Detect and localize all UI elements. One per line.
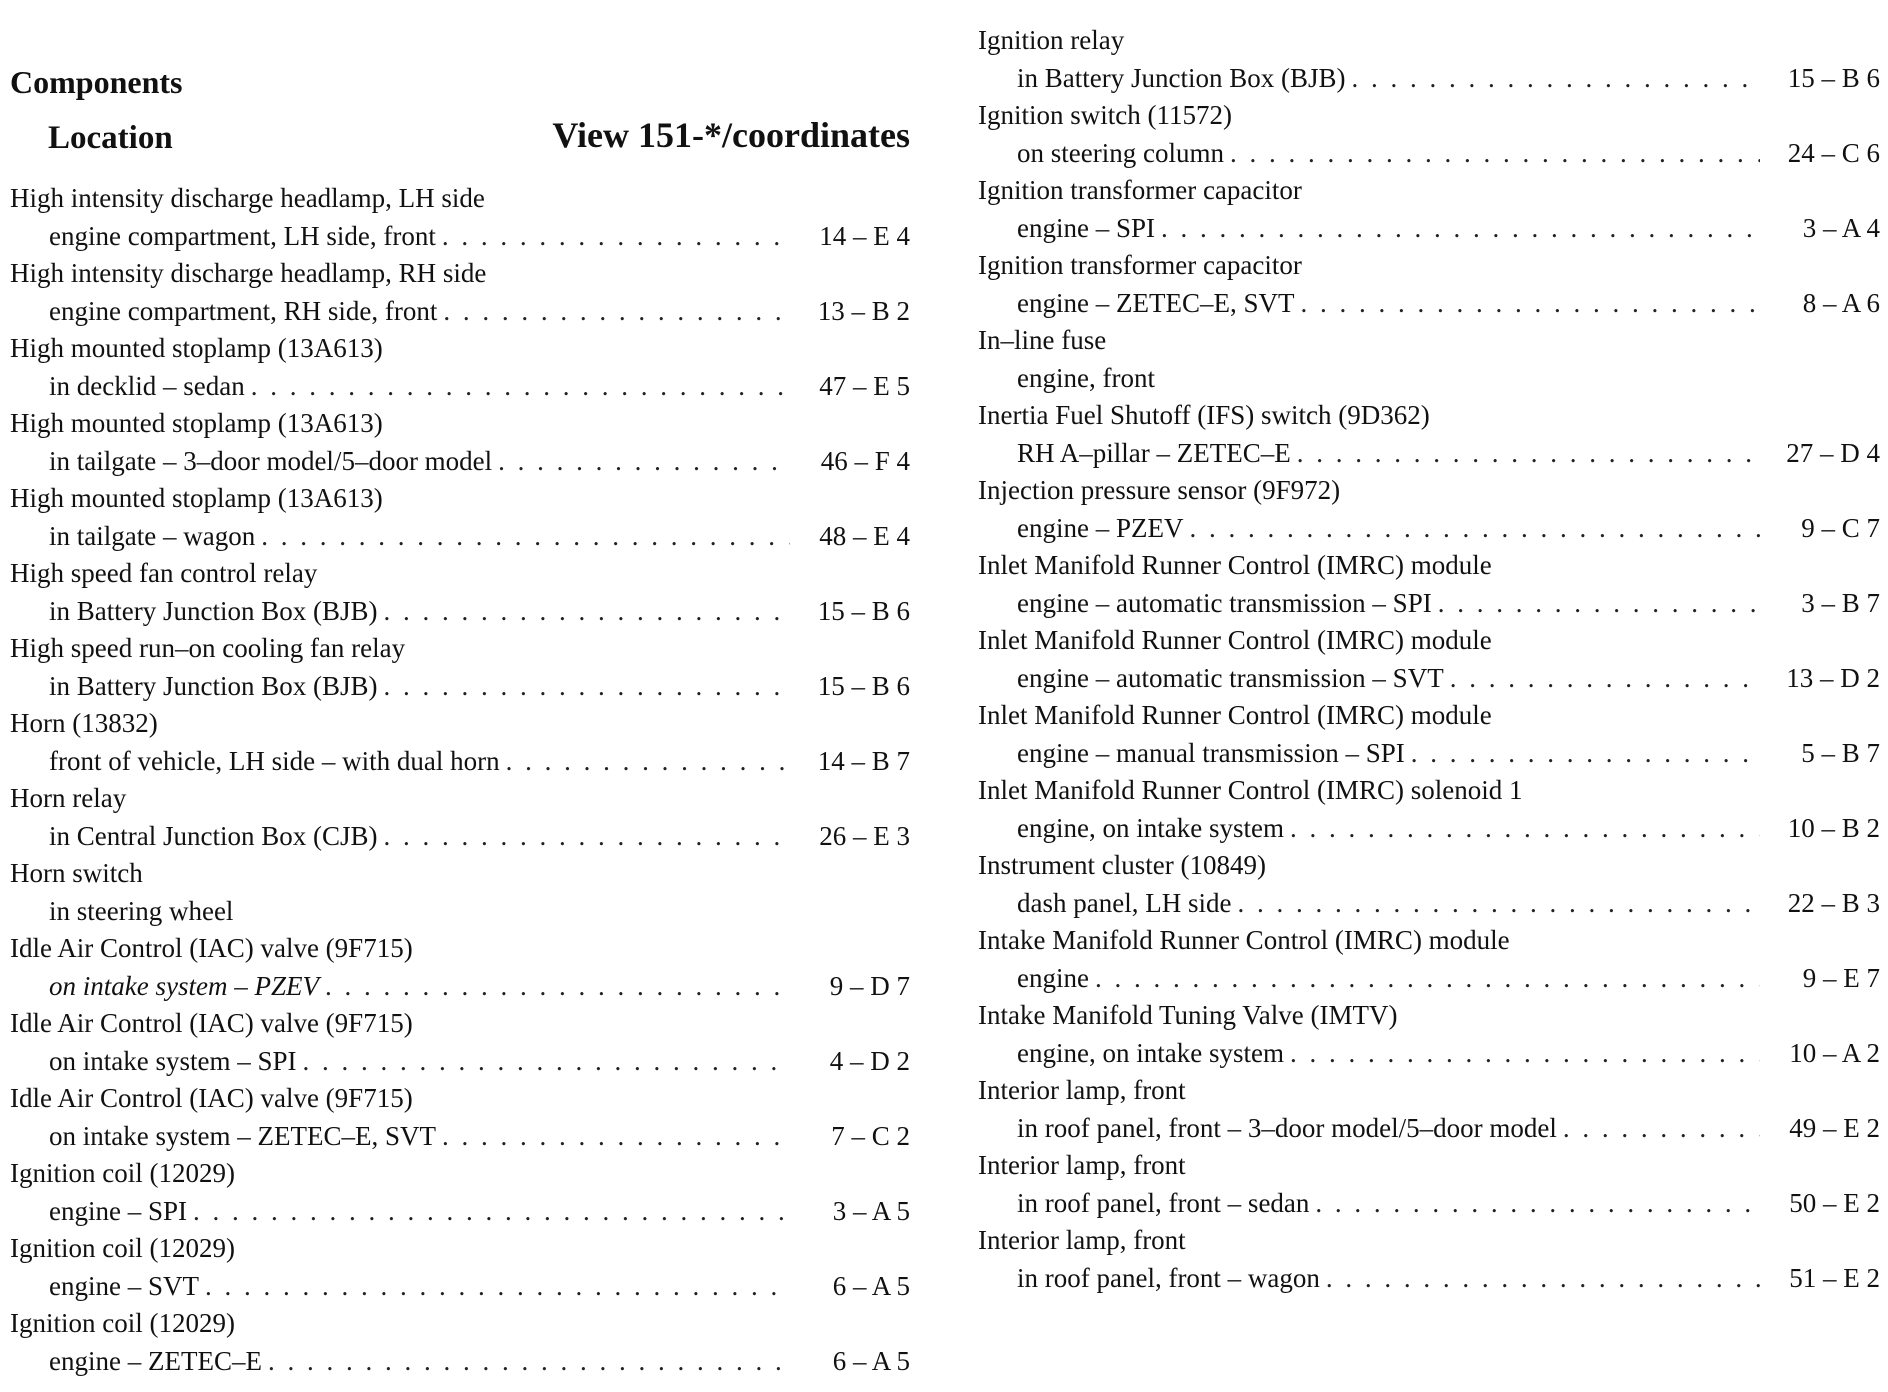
component-name: Interior lamp, front: [978, 1150, 1186, 1180]
component-location-row: [978, 1035, 1880, 1073]
component-location: engine – ZETEC–E, SVT: [1017, 287, 1295, 318]
right-component-list: [978, 22, 1880, 1297]
component-location-row: [978, 435, 1880, 473]
component-location-row: [978, 210, 1880, 248]
component-name: Ignition coil (12029): [10, 1233, 235, 1263]
section-title: Components: [10, 64, 183, 100]
view-coordinate: 49 – E 2: [1789, 1112, 1880, 1143]
component-location-row: [10, 1043, 910, 1081]
component-location-row: [10, 1118, 910, 1156]
view-coordinate: 10 – B 2: [1787, 812, 1880, 843]
view-coordinate: 51 – E 2: [1789, 1262, 1880, 1293]
component-location: engine – SVT: [49, 1270, 199, 1301]
component-location-row: [10, 968, 910, 1006]
component-location: engine – manual transmission – SPI: [1017, 737, 1405, 768]
component-name: High mounted stoplamp (13A613): [10, 333, 383, 363]
dot-leader: [443, 293, 790, 331]
component-location: engine compartment, RH side, front: [49, 295, 438, 326]
view-coordinate: 4 – D 2: [829, 1045, 910, 1076]
component-entry: [10, 930, 910, 1005]
component-name: High mounted stoplamp (13A613): [10, 408, 383, 438]
component-location-row: [978, 1110, 1880, 1148]
view-coordinate: 15 – B 6: [1787, 62, 1880, 93]
view-coordinate: 3 – A 4: [1802, 212, 1880, 243]
dot-leader: [498, 443, 790, 481]
component-location: RH A–pillar – ZETEC–E: [1017, 437, 1291, 468]
view-coordinate: 50 – E 2: [1789, 1187, 1880, 1218]
component-entry: [978, 172, 1880, 247]
component-entry: [10, 1305, 910, 1380]
dot-leader: [1237, 885, 1760, 923]
component-entry: [978, 247, 1880, 322]
dot-leader: [1411, 735, 1760, 773]
component-location-row: [978, 1185, 1880, 1223]
component-location-row: [10, 593, 910, 631]
dot-leader: [506, 743, 790, 781]
component-location-row: [10, 893, 910, 931]
component-entry: [978, 697, 1880, 772]
component-entry: [10, 855, 910, 930]
component-entry: [978, 1072, 1880, 1147]
component-location-row: [978, 60, 1880, 98]
component-location-row: [978, 810, 1880, 848]
dot-leader: [1438, 585, 1760, 623]
dot-leader: [383, 818, 790, 856]
dot-leader: [442, 1118, 790, 1156]
component-location: on steering column: [1017, 137, 1224, 168]
view-coordinate: 9 – C 7: [1801, 512, 1880, 543]
component-name: Inertia Fuel Shutoff (IFS) switch (9D362): [978, 400, 1430, 430]
component-location: engine, on intake system: [1017, 1037, 1284, 1068]
component-entry: [978, 322, 1880, 397]
dot-leader: [383, 668, 790, 706]
component-name: High speed fan control relay: [10, 558, 318, 588]
view-coordinate: 10 – A 2: [1789, 1037, 1880, 1068]
view-coordinate: 9 – E 7: [1802, 962, 1880, 993]
component-location-row: [978, 360, 1880, 398]
component-entry: [10, 330, 910, 405]
view-coordinate: 27 – D 4: [1786, 437, 1880, 468]
component-entry: [10, 180, 910, 255]
component-entry: [978, 472, 1880, 547]
component-name: Idle Air Control (IAC) valve (9F715): [10, 1083, 413, 1113]
component-entry: [978, 97, 1880, 172]
dot-leader: [1563, 1110, 1760, 1148]
view-coordinate: 24 – C 6: [1787, 137, 1880, 168]
component-location-row: [978, 885, 1880, 923]
view-coordinate: 14 – E 4: [819, 220, 910, 251]
component-location: in Central Junction Box (CJB): [49, 820, 378, 851]
component-location: in decklid – sedan: [49, 370, 245, 401]
component-name: High intensity discharge headlamp, LH side: [10, 183, 485, 213]
component-location: in tailgate – wagon: [49, 520, 256, 551]
view-coordinate: 8 – A 6: [1802, 287, 1880, 318]
component-name: Ignition switch (11572): [978, 100, 1232, 130]
component-name: Inlet Manifold Runner Control (IMRC) module: [978, 625, 1492, 655]
view-coordinate: 14 – B 7: [817, 745, 910, 776]
component-location-row: [10, 818, 910, 856]
dot-leader: [1095, 960, 1760, 998]
dot-leader: [1161, 210, 1760, 248]
component-location: engine – ZETEC–E: [49, 1345, 262, 1376]
view-coordinate: 26 – E 3: [819, 820, 910, 851]
view-coordinate: 6 – A 5: [832, 1270, 910, 1301]
component-location: in steering wheel: [49, 895, 234, 926]
component-name: Interior lamp, front: [978, 1225, 1186, 1255]
dot-leader: [1290, 810, 1760, 848]
component-location: in roof panel, front – wagon: [1017, 1262, 1320, 1293]
dot-leader: [1351, 60, 1760, 98]
component-entry: [978, 847, 1880, 922]
component-location-row: [10, 443, 910, 481]
component-location-row: [978, 660, 1880, 698]
component-location-row: [10, 218, 910, 256]
component-location-row: [10, 668, 910, 706]
component-entry: [10, 1230, 910, 1305]
component-location: engine – automatic transmission – SVT: [1017, 662, 1444, 693]
component-location: in Battery Junction Box (BJB): [49, 595, 378, 626]
location-heading: Location: [48, 120, 173, 156]
component-name: Intake Manifold Runner Control (IMRC) module: [978, 925, 1510, 955]
component-entry: [10, 255, 910, 330]
dot-leader: [442, 218, 790, 256]
component-name: In–line fuse: [978, 325, 1107, 355]
component-location-row: [10, 368, 910, 406]
component-name: Inlet Manifold Runner Control (IMRC) solenoid 1: [978, 775, 1523, 805]
component-location: engine – automatic transmission – SPI: [1017, 587, 1432, 618]
component-name: Ignition relay: [978, 25, 1125, 55]
component-location: in roof panel, front – 3–door model/5–door model: [1017, 1112, 1557, 1143]
view-coordinates-heading: View 151-*/coordinates: [552, 115, 910, 155]
component-location: in Battery Junction Box (BJB): [1017, 62, 1346, 93]
component-entry: [10, 780, 910, 855]
component-location-row: [10, 293, 910, 331]
component-entry: [978, 997, 1880, 1072]
dot-leader: [1189, 510, 1760, 548]
component-entry: [10, 1155, 910, 1230]
dot-leader: [261, 518, 790, 556]
component-location-row: [10, 1343, 910, 1381]
dot-leader: [303, 1043, 791, 1081]
view-coordinate: 46 – F 4: [820, 445, 910, 476]
component-entry: [978, 1222, 1880, 1297]
component-entry: [10, 555, 910, 630]
component-location: engine – PZEV: [1017, 512, 1184, 543]
view-coordinate: 3 – A 5: [832, 1195, 910, 1226]
component-location-row: [978, 1260, 1880, 1298]
dot-leader: [268, 1343, 790, 1381]
component-location-row: [10, 518, 910, 556]
component-entry: [978, 622, 1880, 697]
component-location-row: [978, 960, 1880, 998]
dot-leader: [251, 368, 790, 406]
component-name: Ignition transformer capacitor: [978, 250, 1302, 280]
dot-leader: [1230, 135, 1760, 173]
component-name: Horn relay: [10, 783, 127, 813]
component-location: engine – SPI: [1017, 212, 1155, 243]
component-location: engine, front: [1017, 362, 1155, 393]
dot-leader: [1297, 435, 1760, 473]
component-location-row: [978, 735, 1880, 773]
component-name: Intake Manifold Tuning Valve (IMTV): [978, 1000, 1398, 1030]
component-location: engine, on intake system: [1017, 812, 1284, 843]
component-location-row: [10, 743, 910, 781]
dot-leader: [1290, 1035, 1760, 1073]
component-location: on intake system – SPI: [49, 1045, 297, 1076]
dot-leader: [383, 593, 790, 631]
view-coordinate: 3 – B 7: [1801, 587, 1880, 618]
component-entry: [10, 1080, 910, 1155]
view-coordinate: 22 – B 3: [1787, 887, 1880, 918]
view-coordinate: 15 – B 6: [817, 670, 910, 701]
component-location-row: [978, 585, 1880, 623]
component-location-row: [10, 1268, 910, 1306]
component-name: Idle Air Control (IAC) valve (9F715): [10, 933, 413, 963]
component-entry: [10, 480, 910, 555]
component-entry: [10, 630, 910, 705]
component-name: Horn switch: [10, 858, 143, 888]
component-entry: [978, 397, 1880, 472]
dot-leader: [193, 1193, 790, 1231]
component-entry: [978, 922, 1880, 997]
component-location: engine compartment, LH side, front: [49, 220, 436, 251]
dot-leader: [1315, 1185, 1760, 1223]
component-location: in roof panel, front – sedan: [1017, 1187, 1310, 1218]
component-name: Instrument cluster (10849): [978, 850, 1266, 880]
component-location: on intake system – ZETEC–E, SVT: [49, 1120, 436, 1151]
component-name: High speed run–on cooling fan relay: [10, 633, 406, 663]
component-name: High mounted stoplamp (13A613): [10, 483, 383, 513]
component-entry: [978, 1147, 1880, 1222]
component-name: Ignition coil (12029): [10, 1308, 235, 1338]
dot-leader: [205, 1268, 790, 1306]
component-name: Ignition coil (12029): [10, 1158, 235, 1188]
dot-leader: [325, 968, 790, 1006]
component-name: Ignition transformer capacitor: [978, 175, 1302, 205]
component-location: in Battery Junction Box (BJB): [49, 670, 378, 701]
component-location-row: [978, 285, 1880, 323]
view-coordinate: 47 – E 5: [819, 370, 910, 401]
component-location: engine: [1017, 962, 1089, 993]
component-name: Inlet Manifold Runner Control (IMRC) module: [978, 550, 1492, 580]
component-name: Horn (13832): [10, 708, 158, 738]
component-entry: [10, 1005, 910, 1080]
view-coordinate: 48 – E 4: [819, 520, 910, 551]
view-coordinate: 7 – C 2: [831, 1120, 910, 1151]
component-location-row: [978, 510, 1880, 548]
component-entry: [10, 405, 910, 480]
component-location: on intake system – PZEV: [49, 970, 319, 1001]
view-coordinate: 9 – D 7: [829, 970, 910, 1001]
component-entry: [10, 705, 910, 780]
view-coordinate: 13 – D 2: [1786, 662, 1880, 693]
component-location: in tailgate – 3–door model/5–door model: [49, 445, 493, 476]
view-coordinate: 13 – B 2: [817, 295, 910, 326]
dot-leader: [1300, 285, 1760, 323]
component-name: Inlet Manifold Runner Control (IMRC) module: [978, 700, 1492, 730]
component-location: dash panel, LH side: [1017, 887, 1232, 918]
component-entry: [978, 772, 1880, 847]
component-entry: [978, 22, 1880, 97]
view-coordinate: 5 – B 7: [1801, 737, 1880, 768]
component-name: Idle Air Control (IAC) valve (9F715): [10, 1008, 413, 1038]
component-location: front of vehicle, LH side – with dual horn: [49, 745, 500, 776]
view-coordinate: 6 – A 5: [832, 1345, 910, 1376]
component-name: High intensity discharge headlamp, RH side: [10, 258, 487, 288]
view-coordinate: 15 – B 6: [817, 595, 910, 626]
dot-leader: [1326, 1260, 1760, 1298]
left-component-list: [10, 180, 910, 1380]
component-name: Interior lamp, front: [978, 1075, 1186, 1105]
component-name: Injection pressure sensor (9F972): [978, 475, 1341, 505]
component-entry: [978, 547, 1880, 622]
dot-leader: [1450, 660, 1760, 698]
component-location-row: [10, 1193, 910, 1231]
component-location: engine – SPI: [49, 1195, 187, 1226]
component-location-row: [978, 135, 1880, 173]
